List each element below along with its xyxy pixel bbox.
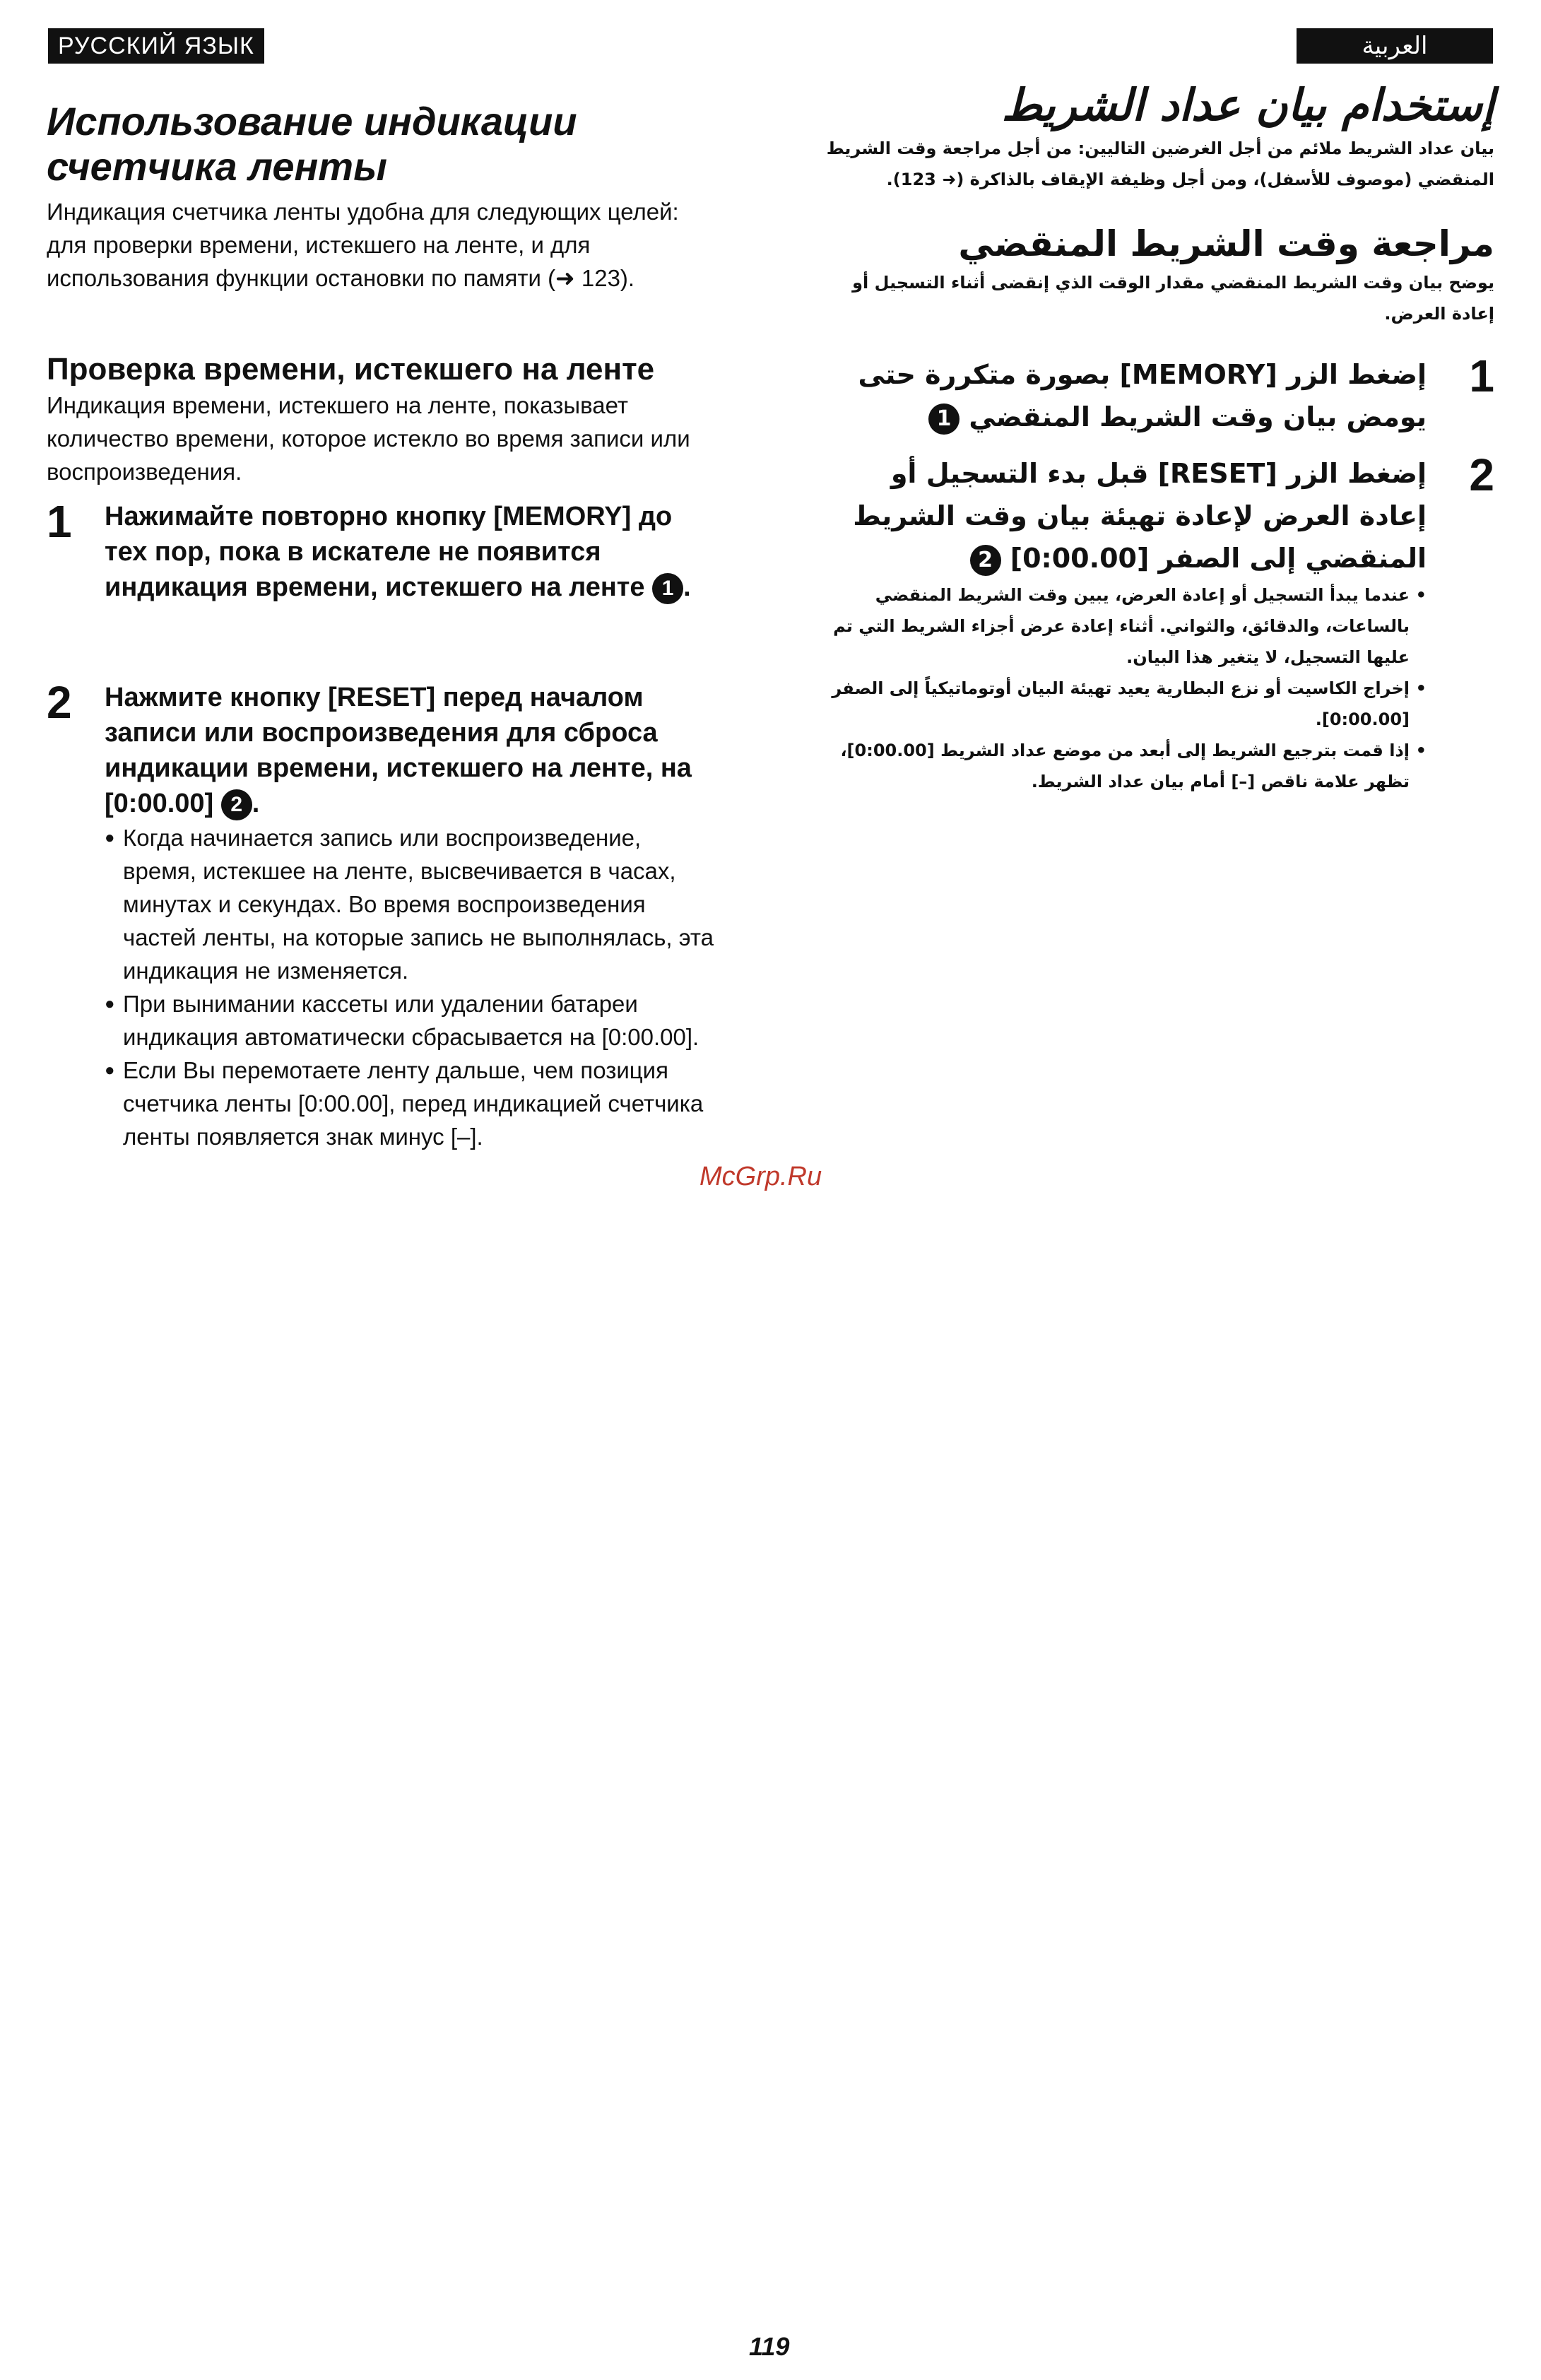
ru-notes-list: [105, 821, 718, 1153]
ru-step-2: [47, 677, 718, 1153]
ar-step-1: [816, 350, 1494, 438]
ru-note: ● Если Вы перемотаете ленту дальше, чем позиция счетчика ленты [0:00.00], перед индикацией счетчика ленты появляется знак минус [–].: [105, 1054, 718, 1153]
ar-step-2-text: إضغط الزر [RESET] قبل بدء التسجيل أو إعادة العرض لإعادة تهيئة بيان وقت الشريط المنقضي إلى الصفر [0:00.00] 2: [816, 452, 1427, 579]
ru-note: ● При вынимании кассеты или удалении батареи индикация автоматически сбрасывается на [0:00.00].: [105, 987, 718, 1054]
marker-2-icon: 2: [221, 789, 252, 820]
watermark: McGrp.Ru: [699, 1162, 822, 1191]
ar-step-2: [816, 449, 1494, 797]
ru-step-1-number: 1: [47, 496, 72, 547]
ar-title: إستخدام بيان عداد الشريط: [1001, 79, 1494, 131]
marker-1-icon: 1: [928, 403, 960, 435]
ru-title: [47, 99, 718, 189]
ar-section-title: مراجعة وقت الشريط المنقضي: [958, 223, 1494, 264]
ar-section: [816, 220, 1494, 329]
ar-step-1-text: إضغط الزر [MEMORY] بصورة متكررة حتى يومض بيان وقت الشريط المنقضي 1: [816, 353, 1427, 438]
marker-2-icon: 2: [970, 545, 1001, 576]
ar-step-2-number: 2: [1469, 449, 1494, 500]
ru-title-line1: Использование индикации: [47, 99, 577, 143]
ru-intro: [47, 195, 718, 295]
ru-section-title: Проверка времени, истекшего на ленте: [47, 352, 655, 387]
ar-note: • عندما يبدأ التسجيل أو إعادة العرض، يبين وقت الشريط المنقضي بالساعات، والدقائق، والثواني. أثناء إعادة عرض أجزاء الشريط التي تم عليها التسجيل، لا يتغير هذا البيان.: [816, 579, 1427, 673]
language-tag-arabic: العربية: [1297, 28, 1493, 64]
ru-step-1-text: Нажимайте повторно кнопку [MEMORY] до тех пор, пока в искателе не появится индикация времени, истекшего на ленте 1 .: [105, 499, 718, 605]
ru-section: [47, 350, 718, 488]
ru-title-line2: счетчика ленты: [47, 144, 387, 189]
ar-section-intro: يوضح بيان وقت الشريط المنقضي مقدار الوقت الذي إنقضى أثناء التسجيل أو إعادة العرض.: [852, 273, 1494, 324]
marker-1-icon: 1: [652, 573, 683, 604]
ar-note: • إخراج الكاسيت أو نزع البطارية يعيد تهيئة البيان أوتوماتيكياً إلى الصفر [0:00.00].: [816, 673, 1427, 735]
ru-step-1: [47, 496, 718, 605]
ru-step-2-number: 2: [47, 677, 72, 728]
ar-note: • إذا قمت بترجيع الشريط إلى أبعد من موضع عداد الشريط [0:00.00]، تظهر علامة ناقص [–] أمام بيان عداد الشريط.: [816, 735, 1427, 797]
ru-note: ● Когда начинается запись или воспроизведение, время, истекшее на ленте, высвечивается в часах, минутах и секундах. Во время воспроизведения частей ленты, на которые запись не выполнялась, эта индикация не изменяется.: [105, 821, 718, 987]
ar-notes-list: [816, 579, 1427, 797]
language-tag-russian: РУССКИЙ ЯЗЫК: [48, 28, 264, 64]
ru-step-2-text: Нажмите кнопку [RESET] перед началом записи или воспроизведения для сброса индикации времени, истекшего на ленте, на [0:00.00] 2 .: [105, 680, 718, 821]
ru-section-intro: Индикация времени, истекшего на ленте, показывает количество времени, которое истекло во время записи или воспроизведения.: [47, 392, 690, 485]
page-number: 119: [749, 2332, 790, 2361]
ar-title-block: [816, 78, 1494, 195]
ru-intro-text: Индикация счетчика ленты удобна для следующих целей: для проверки времени, истекшего на ленте, и для использования функции остановки по памяти (➜ 123).: [47, 199, 679, 291]
ar-step-1-number: 1: [1469, 350, 1494, 401]
ar-intro: بيان عداد الشريط ملائم من أجل الغرضين التاليين: من أجل مراجعة وقت الشريط المنقضي (موصوف للأسفل)، ومن أجل وظيفة الإيقاف بالذاكرة (➜ 123).: [826, 139, 1494, 189]
